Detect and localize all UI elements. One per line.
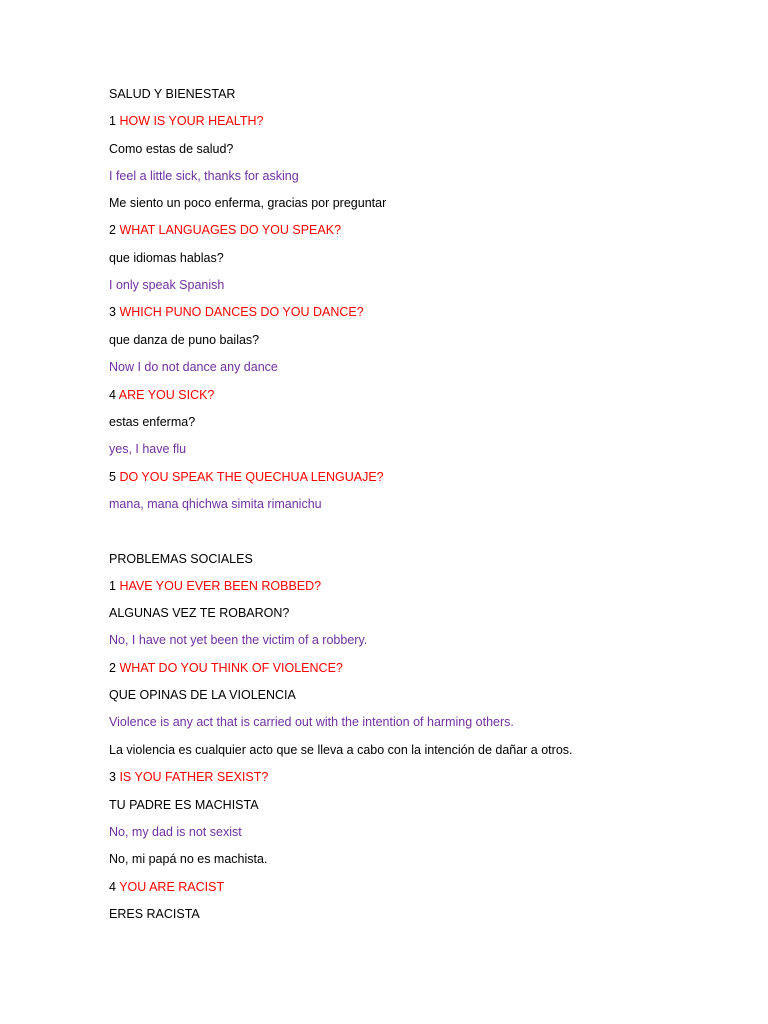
section-heading-problemas: PROBLEMAS SOCIALES xyxy=(109,552,253,566)
spanish-question: ERES RACISTA xyxy=(109,907,200,921)
english-answer: yes, I have flu xyxy=(109,442,187,456)
question-number: 4 xyxy=(109,388,116,402)
question-line xyxy=(109,769,268,785)
english-answer: Now I do not dance any dance xyxy=(109,360,278,374)
question-line xyxy=(109,879,224,895)
question-number: 2 xyxy=(109,661,116,675)
question-line xyxy=(109,222,341,238)
question-line xyxy=(109,304,364,320)
question-number: 2 xyxy=(109,223,116,237)
question-text: DO YOU SPEAK THE QUECHUA LENGUAJE? xyxy=(119,470,384,484)
spanish-answer: No, mi papá no es machista. xyxy=(109,852,268,866)
english-answer: No, I have not yet been the victim of a robbery. xyxy=(109,633,368,647)
question-text: IS YOU FATHER SEXIST? xyxy=(119,770,269,784)
quechua-answer: mana, mana qhichwa simita rimanichu xyxy=(109,497,322,511)
english-answer: I feel a little sick, thanks for asking xyxy=(109,169,299,183)
question-text: ARE YOU SICK? xyxy=(118,388,215,402)
question-line xyxy=(109,578,321,594)
question-number: 4 xyxy=(109,880,116,894)
english-answer: Violence is any act that is carried out with the intention of harming others. xyxy=(109,715,514,729)
spanish-question: que danza de puno bailas? xyxy=(109,333,260,347)
section-heading-salud: SALUD Y BIENESTAR xyxy=(109,87,236,101)
question-text: HAVE YOU EVER BEEN ROBBED? xyxy=(119,579,322,593)
spanish-answer: La violencia es cualquier acto que se lleva a cabo con la intención de dañar a otros. xyxy=(109,743,573,757)
question-text: WHAT LANGUAGES DO YOU SPEAK? xyxy=(119,223,342,237)
spanish-question: ALGUNAS VEZ TE ROBARON? xyxy=(109,606,290,620)
spanish-question: Como estas de salud? xyxy=(109,142,234,156)
question-number: 5 xyxy=(109,470,116,484)
question-line xyxy=(109,113,263,129)
question-text: YOU ARE RACIST xyxy=(119,880,225,894)
spanish-answer: Me siento un poco enferma, gracias por preguntar xyxy=(109,196,387,210)
question-line xyxy=(109,660,343,676)
spanish-question: QUE OPINAS DE LA VIOLENCIA xyxy=(109,688,296,702)
question-number: 1 xyxy=(109,114,116,128)
question-number: 1 xyxy=(109,579,116,593)
question-text: WHICH PUNO DANCES DO YOU DANCE? xyxy=(119,305,364,319)
question-text: HOW IS YOUR HEALTH? xyxy=(119,114,264,128)
spanish-question: TU PADRE ES MACHISTA xyxy=(109,798,259,812)
question-number: 3 xyxy=(109,770,116,784)
question-text: WHAT DO YOU THINK OF VIOLENCE? xyxy=(119,661,343,675)
english-answer: No, my dad is not sexist xyxy=(109,825,242,839)
spanish-question: que idiomas hablas? xyxy=(109,251,224,265)
question-line xyxy=(109,387,214,403)
spanish-question: estas enferma? xyxy=(109,415,196,429)
question-line xyxy=(109,469,384,485)
question-number: 3 xyxy=(109,305,116,319)
english-answer: I only speak Spanish xyxy=(109,278,225,292)
